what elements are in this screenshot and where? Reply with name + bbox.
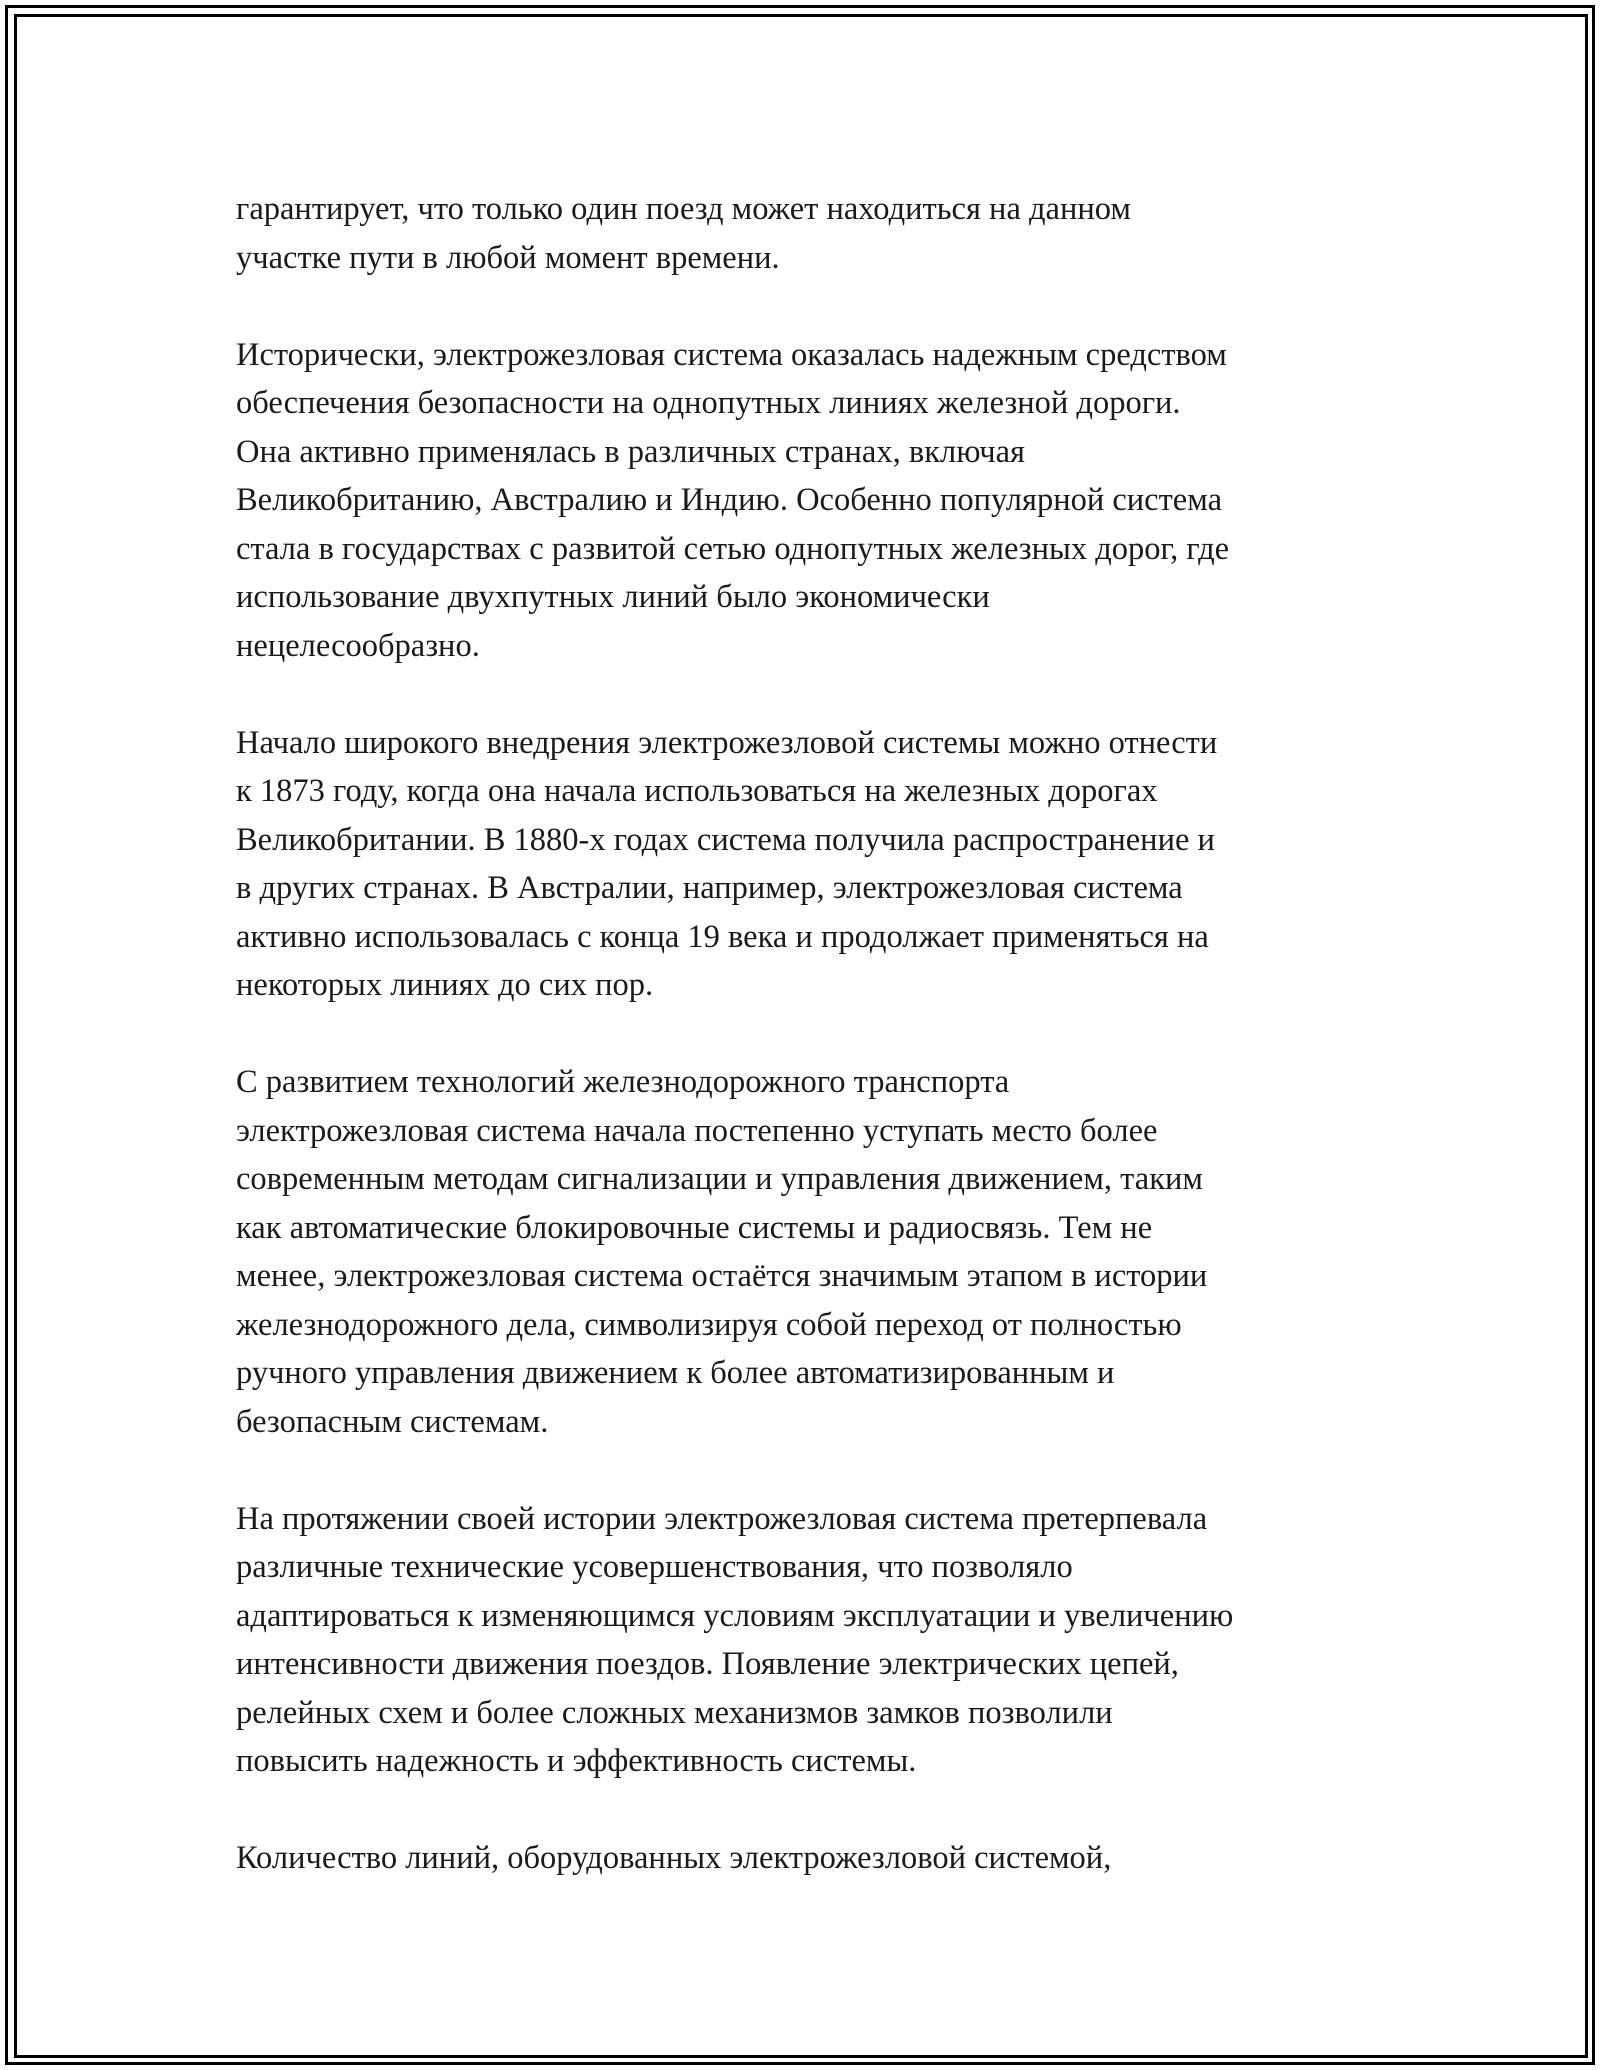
text-line: Великобританию, Австралию и Индию. Особенно популярной система: [236, 482, 1222, 518]
paragraph: [236, 1058, 1386, 1446]
text-line: Начало широкого внедрения электрожезловой системы можно отнести: [236, 724, 1218, 761]
text-line: различные технические усовершенствования, что позволяло: [236, 1549, 1073, 1585]
paragraph: [236, 185, 1386, 282]
paragraph: [236, 719, 1386, 1010]
paragraph: [236, 331, 1386, 671]
text-line: использование двухпутных линий было экономически: [236, 579, 990, 615]
text-line: Она активно применялась в различных странах, включая: [236, 433, 1025, 470]
text-line: обеспечения безопасности на однопутных линиях железной дороги.: [236, 385, 1181, 421]
paragraph: [236, 1834, 1386, 1883]
document-body: [236, 185, 1386, 1931]
text-line: стала в государствах с развитой сетью однопутных железных дорог, где: [236, 530, 1230, 567]
text-line: в других странах. В Австралии, например, электрожезловая система: [236, 870, 1183, 906]
text-line: нецелесообразно.: [236, 627, 480, 664]
text-line: активно использовалась с конца 19 века и продолжает применяться на: [236, 918, 1209, 955]
text-line: повысить надежность и эффективность системы.: [236, 1743, 917, 1779]
text-line: Великобритании. В 1880-х годах система получила распространение и: [236, 821, 1215, 858]
text-line: некоторых линиях до сих пор.: [236, 967, 654, 1003]
text-line: На протяжении своей истории электрожезловая система претерпевала: [236, 1500, 1208, 1537]
text-line: Количество линий, оборудованных электрожезловой системой,: [236, 1840, 1112, 1876]
text-line: как автоматические блокировочные системы и радиосвязь. Тем не: [236, 1209, 1153, 1246]
text-line: современным методам сигнализации и управления движением, таким: [236, 1161, 1203, 1197]
paragraph: [236, 1495, 1386, 1786]
text-line: электрожезловая система начала постепенно уступать место более: [236, 1112, 1158, 1149]
text-line: интенсивности движения поездов. Появление электрических цепей,: [236, 1646, 1179, 1682]
text-line: гарантирует, что только один поезд может находиться на данном: [236, 191, 1131, 227]
text-line: релейных схем и более сложных механизмов замков позволили: [236, 1694, 1113, 1731]
text-line: железнодорожного дела, символизируя собой переход от полностью: [236, 1306, 1182, 1343]
text-line: Исторически, электрожезловая система оказалась надежным средством: [236, 336, 1227, 373]
text-line: участке пути в любой момент времени.: [236, 239, 780, 276]
text-line: ручного управления движением к более автоматизированным и: [236, 1355, 1115, 1391]
text-line: менее, электрожезловая система остаётся значимым этапом в истории: [236, 1258, 1208, 1294]
text-line: безопасным системам.: [236, 1403, 549, 1440]
text-line: С развитием технологий железнодорожного транспорта: [236, 1064, 1010, 1100]
text-line: адаптироваться к изменяющимся условиям эксплуатации и увеличению: [236, 1597, 1234, 1634]
text-line: к 1873 году, когда она начала использоваться на железных дорогах: [236, 773, 1158, 809]
